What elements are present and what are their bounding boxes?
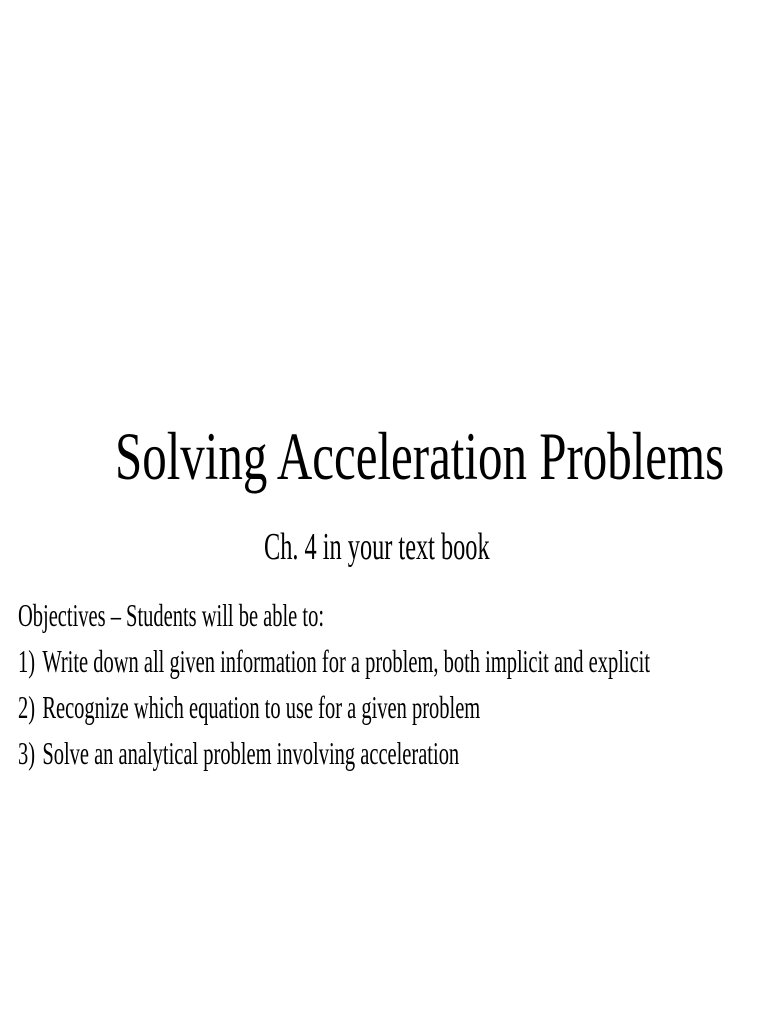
objectives-list [18,638,768,776]
objective-text: Write down all given information for a problem, both implicit and explicit [42,643,651,679]
objective-number: 3) [18,735,36,771]
slide-title: Solving Acceleration Problems [115,418,725,494]
objective-number: 1) [18,643,36,679]
objective-item [18,684,650,730]
objectives-heading: Objectives – Students will be able to: [18,597,325,633]
objective-item [18,638,650,684]
objective-text: Recognize which equation to use for a given problem [42,689,481,725]
slide-subtitle: Ch. 4 in your text book [264,526,490,568]
objective-item [18,730,650,776]
objective-number: 2) [18,689,36,725]
objective-text: Solve an analytical problem involving acceleration [42,735,460,771]
objectives-section [18,592,768,776]
